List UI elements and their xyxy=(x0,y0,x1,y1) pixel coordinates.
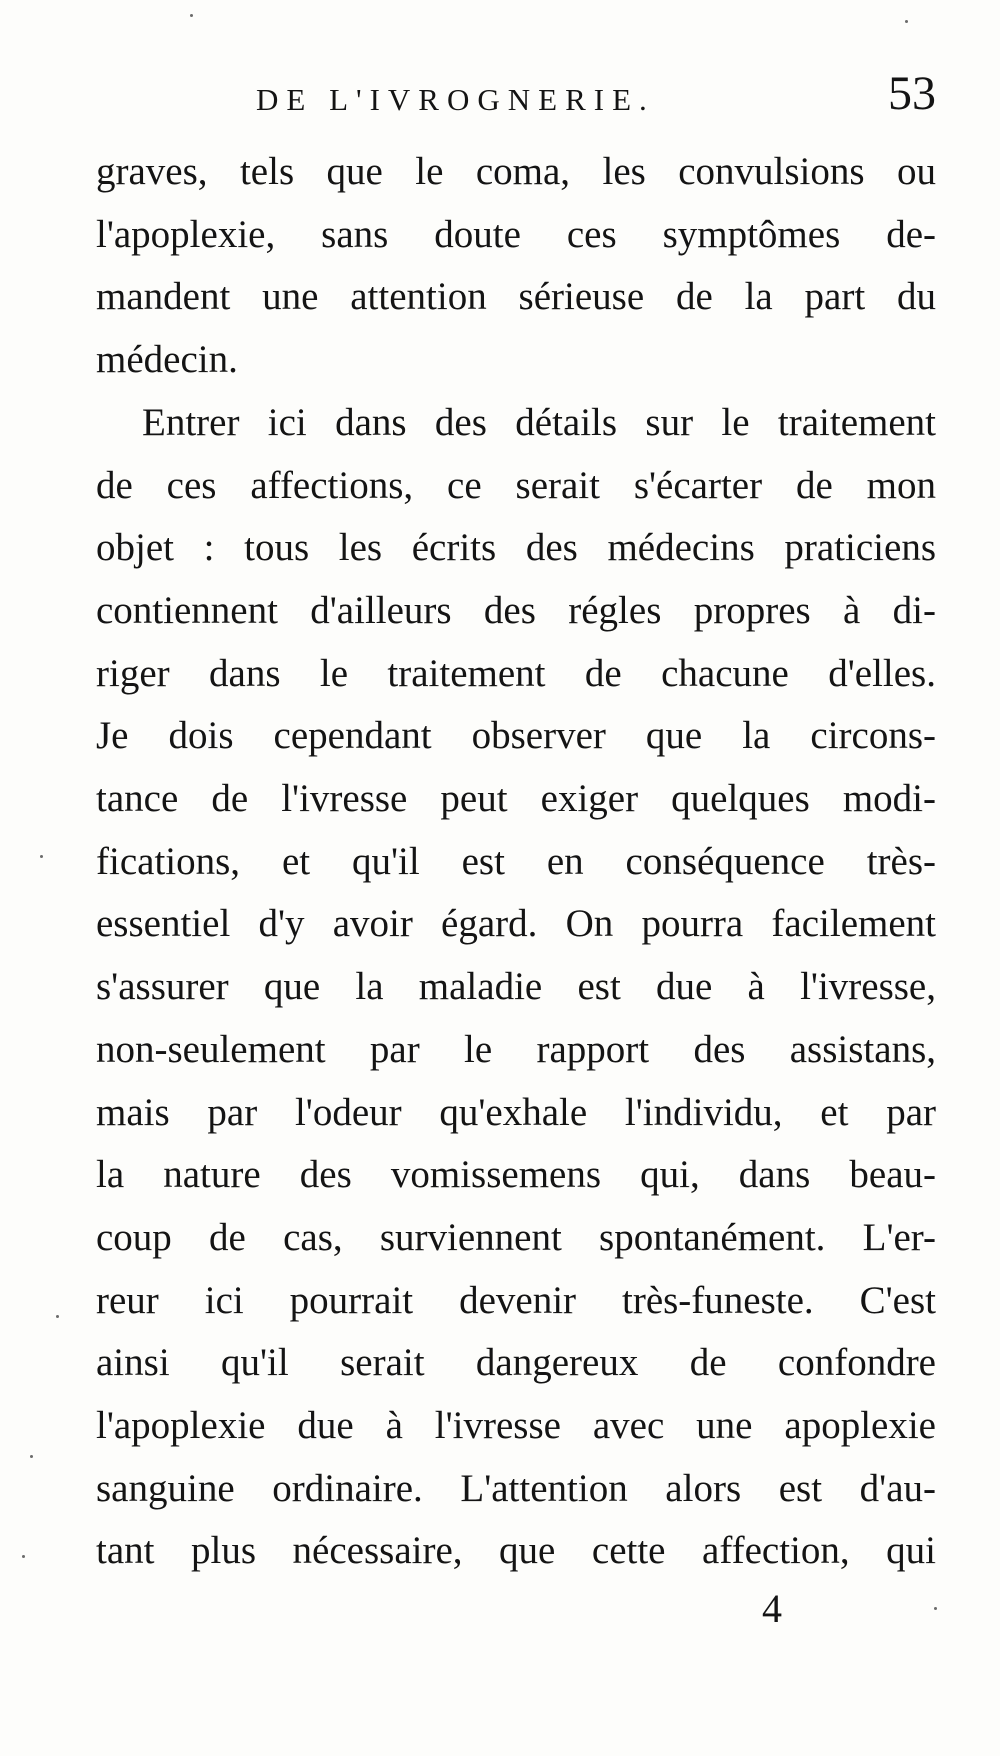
text-line: ainsi qu'il serait dangereux de confondre xyxy=(96,1341,936,1385)
page-number: 53 xyxy=(888,67,936,120)
text-line: l'apoplexie due à l'ivresse avec une apoplexie xyxy=(96,1404,936,1448)
text-line: riger dans le traitement de chacune d'elles. xyxy=(96,651,936,695)
running-title: DE L'IVROGNERIE. xyxy=(256,82,655,117)
text-line: sanguine ordinaire. L'attention alors est d'au- xyxy=(96,1466,936,1510)
body-text xyxy=(96,141,936,1583)
text-line: s'assurer que la maladie est due à l'ivresse, xyxy=(96,965,936,1009)
text-line: mais par l'odeur qu'exhale l'individu, et par xyxy=(96,1090,936,1134)
print-speck xyxy=(934,1607,937,1610)
text-line: mandent une attention sérieuse de la part du xyxy=(96,275,936,319)
text-line: l'apoplexie, sans doute ces symptômes de- xyxy=(96,212,936,256)
text-line: reur ici pourrait devenir très-funeste. C'est xyxy=(96,1278,936,1322)
print-speck xyxy=(30,1455,33,1458)
text-line: tance de l'ivresse peut exiger quelques modi- xyxy=(96,777,936,821)
text-line: la nature des vomissemens qui, dans beau- xyxy=(96,1153,936,1197)
running-head xyxy=(96,64,936,124)
signature-mark: 4 xyxy=(762,1586,782,1631)
text-line: objet : tous les écrits des médecins praticiens xyxy=(96,526,936,570)
text-line: non-seulement par le rapport des assistans, xyxy=(96,1027,936,1071)
print-speck xyxy=(56,1315,59,1318)
print-speck xyxy=(190,14,193,17)
print-speck xyxy=(905,20,908,23)
text-line: coup de cas, surviennent spontanément. L'er- xyxy=(96,1215,936,1259)
text-line: fications, et qu'il est en conséquence très- xyxy=(96,839,936,883)
print-speck xyxy=(40,855,43,858)
text-line: tant plus nécessaire, que cette affection, qui xyxy=(96,1529,936,1573)
print-speck xyxy=(22,1555,25,1558)
text-line: de ces affections, ce serait s'écarter de mon xyxy=(96,463,936,507)
text-line: Je dois cependant observer que la circons- xyxy=(96,714,936,758)
text-line: essentiel d'y avoir égard. On pourra facilement xyxy=(96,902,936,946)
paragraph-1 xyxy=(96,141,936,392)
text-line: Entrer ici dans des détails sur le traitement xyxy=(142,400,936,444)
text-line: graves, tels que le coma, les convulsions ou xyxy=(96,150,936,193)
paragraph-2 xyxy=(96,392,936,1583)
text-line: médecin. xyxy=(96,338,238,382)
text-line: contiennent d'ailleurs des régles propres à di- xyxy=(96,588,936,632)
